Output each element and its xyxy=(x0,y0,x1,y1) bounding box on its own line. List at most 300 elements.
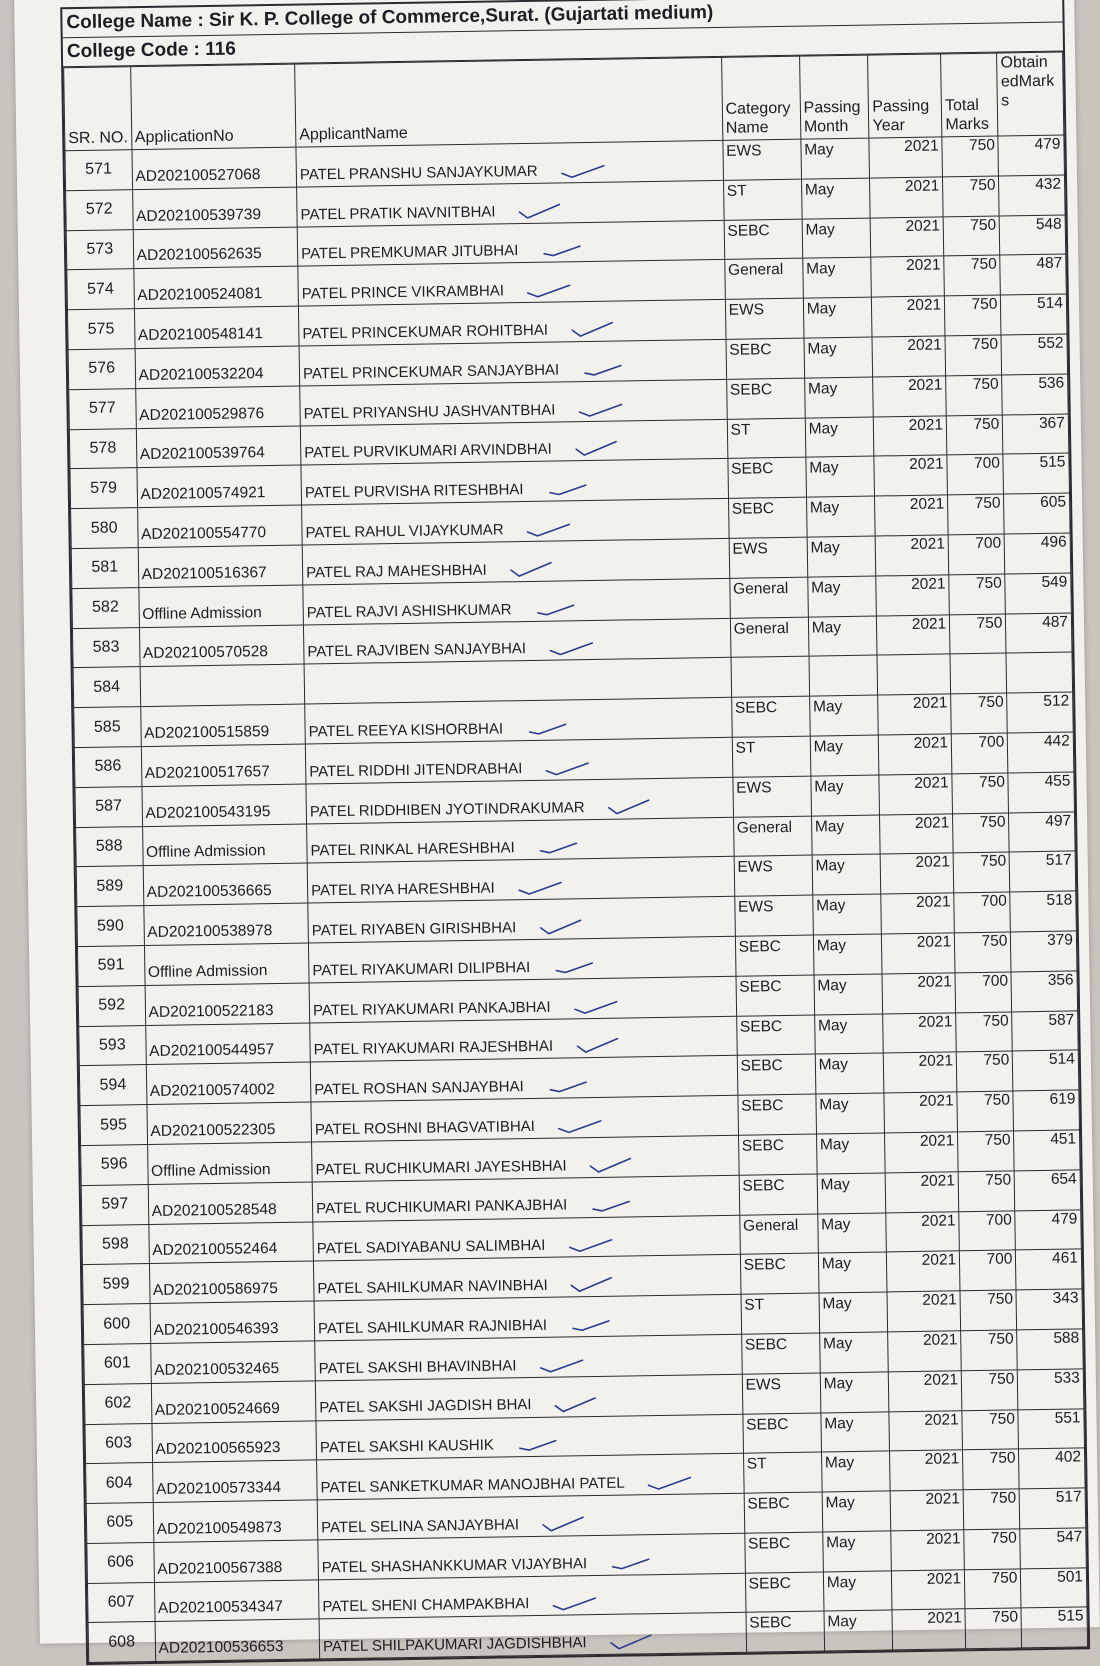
total-marks-cell-text: 700 xyxy=(980,892,1007,911)
passing-month-cell-text: May xyxy=(815,897,846,915)
application-no-cell-text: AD202100586975 xyxy=(152,1280,279,1300)
col-header-passing-year: Passing Year xyxy=(868,54,942,138)
check-mark-icon xyxy=(589,1157,635,1174)
category-cell xyxy=(728,497,807,538)
obtained-marks-cell xyxy=(1009,811,1075,852)
passing-month-cell-text: May xyxy=(817,976,847,995)
total-marks-cell-text: 700 xyxy=(978,733,1005,751)
total-marks-cell xyxy=(945,335,1002,376)
passing-year-cell-text: 2021 xyxy=(925,1490,961,1508)
obtained-marks-cell-text: 432 xyxy=(1035,175,1062,193)
sr-no-cell xyxy=(82,1264,149,1305)
passing-year-cell xyxy=(883,1012,956,1053)
passing-month-cell-text: May xyxy=(819,1135,850,1154)
applicant-name-cell-text: PATEL SAKSHI KAUSHIK xyxy=(319,1436,494,1457)
obtained-marks-cell xyxy=(1008,732,1074,773)
check-mark-icon xyxy=(609,1555,655,1572)
obtained-marks-cell-text: 479 xyxy=(1034,135,1061,153)
col-header-applicant-name: ApplicantName xyxy=(295,57,723,147)
passing-month-cell xyxy=(823,1571,892,1612)
obtained-marks-cell-text: 479 xyxy=(1051,1209,1078,1228)
obtained-marks-cell xyxy=(1015,1209,1081,1250)
obtained-marks-cell-text: 547 xyxy=(1056,1528,1083,1546)
application-no-cell-text: AD202100570528 xyxy=(142,643,269,663)
application-no-cell xyxy=(152,1420,317,1462)
application-no-cell xyxy=(153,1500,318,1542)
passing-year-cell-text: 2021 xyxy=(916,933,952,951)
application-no-cell-text: Offline Admission xyxy=(150,1160,271,1180)
obtained-marks-cell-text: 343 xyxy=(1052,1289,1079,1307)
total-marks-cell-text: 700 xyxy=(973,454,1001,473)
passing-month-cell xyxy=(816,1133,885,1174)
passing-month-cell xyxy=(822,1531,891,1572)
total-marks-cell-text: 750 xyxy=(973,415,1000,433)
passing-month-cell xyxy=(801,138,870,179)
category-cell xyxy=(740,1253,819,1294)
sr-no-cell xyxy=(79,1065,146,1106)
total-marks-cell-text: 750 xyxy=(987,1290,1014,1308)
passing-year-cell-text: 2021 xyxy=(913,734,949,752)
passing-month-cell-text: May xyxy=(819,1096,849,1114)
passing-year-cell-text: 2021 xyxy=(922,1331,958,1349)
obtained-marks-cell-text: 497 xyxy=(1045,812,1072,830)
check-mark-icon xyxy=(526,282,572,299)
application-no-cell-text: AD202100524081 xyxy=(137,285,263,305)
sr-no-cell-text: 593 xyxy=(98,1036,126,1054)
applicant-name-cell xyxy=(305,737,732,783)
passing-year-cell xyxy=(877,654,950,695)
total-marks-cell-text: 750 xyxy=(970,216,997,234)
application-no-cell-text: AD202100532204 xyxy=(138,364,264,384)
applicant-name-cell xyxy=(309,976,736,1022)
passing-year-cell-text: 2021 xyxy=(909,495,945,514)
applicant-name-cell xyxy=(297,180,724,226)
category-cell-text: SEBC xyxy=(729,380,773,399)
total-marks-cell xyxy=(957,1091,1014,1132)
sr-no-cell xyxy=(85,1423,152,1464)
sr-no-cell xyxy=(86,1503,153,1544)
obtained-marks-cell xyxy=(1005,573,1071,614)
sr-no-cell xyxy=(76,826,143,867)
passing-month-cell xyxy=(809,655,878,696)
total-marks-cell-text: 750 xyxy=(990,1529,1017,1547)
application-no-cell-text: AD202100552464 xyxy=(152,1240,278,1260)
passing-year-cell xyxy=(877,614,950,655)
total-marks-cell xyxy=(942,136,999,177)
passing-year-cell xyxy=(876,575,949,616)
passing-year-cell xyxy=(890,1450,963,1491)
applicant-name-cell-text: PATEL RAJVI ASHISHKUMAR xyxy=(306,600,512,622)
total-marks-cell xyxy=(955,932,1012,973)
category-cell-text: EWS xyxy=(737,898,774,916)
obtained-marks-cell xyxy=(1001,334,1067,375)
sr-no-cell-text: 588 xyxy=(95,837,123,855)
check-mark-icon xyxy=(572,998,618,1015)
application-no-cell xyxy=(135,386,300,428)
sr-no-cell xyxy=(88,1622,155,1663)
total-marks-cell-text: 750 xyxy=(972,335,999,353)
applicant-name-cell xyxy=(298,300,725,346)
passing-month-cell xyxy=(803,297,872,338)
total-marks-cell xyxy=(947,454,1004,495)
category-cell-text: EWS xyxy=(745,1375,782,1394)
passing-year-cell xyxy=(880,853,953,894)
application-no-cell xyxy=(138,545,303,587)
obtained-marks-cell-text: 487 xyxy=(1036,254,1063,273)
applicant-name-cell-text: PATEL SAHILKUMAR NAVINBHAI xyxy=(317,1276,548,1298)
sr-no-cell xyxy=(71,548,138,589)
category-cell xyxy=(724,259,803,300)
applicant-name-cell xyxy=(317,1454,744,1500)
sr-no-cell-text: 584 xyxy=(93,678,121,696)
obtained-marks-cell xyxy=(1021,1568,1087,1609)
passing-year-cell-text: 2021 xyxy=(925,1530,961,1548)
application-no-cell-text: AD202100522305 xyxy=(150,1120,276,1140)
applicant-name-cell xyxy=(312,1135,739,1181)
passing-month-cell xyxy=(811,815,880,856)
application-no-cell xyxy=(147,1142,312,1184)
obtained-marks-cell-text: 367 xyxy=(1038,414,1065,432)
category-cell-text: EWS xyxy=(728,301,765,319)
passing-year-cell xyxy=(880,813,953,854)
category-cell xyxy=(727,418,806,459)
total-marks-cell-text: 750 xyxy=(984,1131,1011,1149)
application-no-cell-text: AD202100528548 xyxy=(151,1200,277,1220)
passing-month-cell xyxy=(819,1332,888,1373)
application-no-cell-text: AD202100549873 xyxy=(156,1518,282,1538)
sr-no-cell-text: 589 xyxy=(96,877,124,895)
obtained-marks-cell-text: 605 xyxy=(1040,493,1067,512)
application-no-cell-text: AD202100522183 xyxy=(148,1001,274,1021)
passing-year-cell-text: 2021 xyxy=(924,1450,960,1469)
applicant-name-cell-text: PATEL SADIYABANU SALIMBHAI xyxy=(316,1237,546,1258)
check-mark-icon xyxy=(538,1357,584,1374)
application-no-cell xyxy=(137,505,302,547)
category-cell xyxy=(726,378,805,419)
passing-year-cell xyxy=(884,1092,957,1133)
obtained-marks-cell-text: 587 xyxy=(1048,1011,1075,1029)
total-marks-cell xyxy=(950,653,1007,694)
passing-year-cell xyxy=(870,177,943,218)
passing-year-cell xyxy=(889,1370,962,1411)
category-cell-text: SEBC xyxy=(731,460,774,479)
passing-year-cell xyxy=(891,1530,964,1571)
check-mark-icon xyxy=(560,163,606,180)
passing-year-cell-text: 2021 xyxy=(908,416,944,434)
applicant-name-cell-text: PATEL SANKETKUMAR MANOJBHAI PATEL xyxy=(320,1474,625,1497)
passing-year-cell xyxy=(888,1331,961,1372)
sr-no-cell xyxy=(78,985,145,1026)
check-mark-icon xyxy=(553,1396,599,1413)
category-cell-text: SEBC xyxy=(740,1057,783,1076)
applicant-name-cell xyxy=(314,1294,741,1340)
passing-month-cell xyxy=(807,536,876,577)
check-mark-icon xyxy=(557,1118,603,1135)
obtained-marks-cell xyxy=(1010,851,1076,892)
total-marks-cell xyxy=(946,375,1003,416)
check-mark-icon xyxy=(538,919,584,936)
category-cell xyxy=(733,816,812,857)
sr-no-cell xyxy=(72,627,139,668)
obtained-marks-cell xyxy=(1020,1528,1086,1569)
total-marks-cell xyxy=(954,892,1011,933)
application-no-cell-text: AD202100536665 xyxy=(146,882,272,902)
sr-no-cell xyxy=(68,349,135,390)
total-marks-cell xyxy=(960,1290,1017,1331)
obtained-marks-cell xyxy=(998,135,1064,176)
passing-month-cell xyxy=(811,775,880,816)
applicant-name-cell-text: PATEL RUCHIKUMARI JAYESHBHAI xyxy=(315,1157,567,1179)
obtained-marks-cell-text: 654 xyxy=(1050,1170,1077,1188)
applicant-name-cell xyxy=(315,1334,742,1380)
sr-no-cell-text: 603 xyxy=(105,1434,133,1452)
total-marks-cell-text: 700 xyxy=(975,534,1002,552)
applicant-name-cell xyxy=(312,1175,739,1221)
applicant-name-cell xyxy=(317,1493,744,1539)
applicant-name-cell xyxy=(313,1215,740,1261)
passing-year-cell xyxy=(882,973,955,1014)
sr-no-cell-text: 590 xyxy=(96,916,124,935)
sr-no-cell-text: 577 xyxy=(88,399,116,418)
total-marks-cell-text: 750 xyxy=(981,932,1008,950)
application-no-cell-text: AD202100515859 xyxy=(144,723,270,742)
applicant-name-cell xyxy=(302,499,729,545)
category-cell-text: General xyxy=(732,579,789,598)
total-marks-cell-text: 750 xyxy=(990,1489,1017,1507)
passing-month-cell-text: May xyxy=(808,419,839,438)
check-mark-icon xyxy=(577,401,623,418)
passing-month-cell xyxy=(804,377,873,418)
total-marks-cell xyxy=(962,1409,1019,1450)
total-marks-cell xyxy=(959,1210,1016,1251)
applicant-name-cell xyxy=(308,896,735,942)
obtained-marks-cell xyxy=(1021,1607,1087,1648)
application-no-cell-text: AD202100567388 xyxy=(157,1558,283,1578)
total-marks-cell xyxy=(956,1011,1013,1052)
application-no-cell-text: AD202100562635 xyxy=(136,245,262,265)
applicant-name-cell xyxy=(306,777,733,823)
total-marks-cell xyxy=(944,255,1001,296)
total-marks-cell xyxy=(958,1131,1015,1172)
total-marks-cell-text: 750 xyxy=(982,1012,1009,1030)
total-marks-cell xyxy=(952,773,1009,814)
passing-month-cell-text: May xyxy=(818,1056,849,1074)
applicant-name-cell-text: PATEL RAHUL VIJAYKUMAR xyxy=(305,521,504,542)
category-cell-text: ST xyxy=(730,421,751,439)
obtained-marks-cell xyxy=(1000,254,1066,295)
obtained-marks-cell xyxy=(1011,931,1077,972)
applicant-name-cell xyxy=(297,220,724,266)
admission-list-sheet xyxy=(60,0,1090,1665)
check-mark-icon xyxy=(647,1475,693,1492)
check-mark-icon xyxy=(545,481,591,498)
category-cell xyxy=(741,1293,820,1334)
obtained-marks-cell-text: 533 xyxy=(1053,1369,1080,1387)
passing-month-cell-text: May xyxy=(825,1533,856,1552)
category-cell xyxy=(743,1452,822,1493)
application-no-cell-text: AD202100546393 xyxy=(153,1319,279,1339)
applicant-name-cell xyxy=(319,1613,746,1659)
application-no-cell xyxy=(142,824,307,866)
sr-no-cell-text: 576 xyxy=(88,359,116,378)
application-no-cell-text: AD202100544957 xyxy=(149,1041,275,1061)
passing-year-cell-text: 2021 xyxy=(911,614,947,633)
check-mark-icon xyxy=(569,1317,615,1334)
passing-month-cell-text: May xyxy=(821,1255,852,1273)
category-cell-text: SEBC xyxy=(727,221,770,240)
category-cell xyxy=(731,656,810,697)
passing-month-cell-text: May xyxy=(805,220,835,239)
passing-year-cell xyxy=(872,296,945,337)
passing-year-cell-text: 2021 xyxy=(927,1609,962,1628)
sr-no-cell-text: 600 xyxy=(103,1314,131,1333)
application-no-cell-text: AD202100574002 xyxy=(149,1081,275,1101)
applicant-name-cell-text: PATEL RIYAKUMARI PANKAJBHAI xyxy=(312,998,551,1019)
passing-year-cell-text: 2021 xyxy=(906,296,942,315)
applicant-name-cell-text: PATEL PURVISHA RITESHBHAI xyxy=(304,481,524,502)
passing-month-cell-text: May xyxy=(816,936,847,955)
applicant-name-cell xyxy=(316,1414,743,1460)
admission-table xyxy=(63,52,1088,1664)
application-no-cell xyxy=(138,585,303,627)
total-marks-cell-text: 750 xyxy=(975,574,1002,592)
application-no-cell xyxy=(136,426,301,468)
obtained-marks-cell-text: 518 xyxy=(1046,891,1073,910)
passing-month-cell xyxy=(802,257,871,298)
obtained-marks-cell-text: 515 xyxy=(1039,453,1066,472)
obtained-marks-cell xyxy=(1016,1249,1082,1290)
passing-year-cell-text: 2021 xyxy=(907,376,943,394)
obtained-marks-cell xyxy=(1019,1448,1085,1489)
applicant-name-cell xyxy=(307,817,734,863)
category-cell xyxy=(729,537,808,578)
total-marks-cell xyxy=(958,1171,1015,1212)
col-header-passing-month: Passing Month xyxy=(799,55,869,139)
obtained-marks-cell-text: 549 xyxy=(1041,573,1068,591)
total-marks-cell-text: 750 xyxy=(992,1608,1019,1627)
check-mark-icon xyxy=(533,601,579,618)
passing-year-cell-text: 2021 xyxy=(920,1211,956,1230)
applicant-name-cell-text: PATEL RIDDHIBEN JYOTINDRAKUMAR xyxy=(309,798,585,820)
total-marks-cell-text: 750 xyxy=(978,773,1006,791)
category-cell xyxy=(733,776,812,817)
check-mark-icon xyxy=(509,561,555,578)
category-cell-text: ST xyxy=(735,739,756,757)
passing-month-cell-text: May xyxy=(807,340,837,358)
col-header-sr-no: SR. NO. xyxy=(64,67,132,151)
college-name: College Name : Sir K. P. College of Commerce,Surat. (Gujartati medium) xyxy=(62,0,1062,38)
application-no-cell xyxy=(150,1301,315,1343)
applicant-name-cell-text: PATEL PRIYANSHU JASHVANTBHAI xyxy=(303,401,556,423)
total-marks-cell-text: 750 xyxy=(983,1051,1010,1070)
total-marks-cell xyxy=(946,415,1003,456)
application-no-cell xyxy=(133,227,298,269)
applicant-name-cell xyxy=(304,658,731,704)
total-marks-cell-text: 750 xyxy=(971,295,998,314)
passing-year-cell xyxy=(871,256,944,297)
col-header-category: Category Name xyxy=(721,56,800,140)
passing-year-cell-text: 2021 xyxy=(923,1371,959,1389)
sr-no-cell-text: 608 xyxy=(108,1633,136,1651)
passing-month-cell-text: May xyxy=(814,817,845,836)
passing-year-cell-text: 2021 xyxy=(904,137,939,156)
sr-no-cell-text: 602 xyxy=(104,1394,132,1412)
passing-year-cell-text: 2021 xyxy=(909,455,944,474)
sr-no-cell xyxy=(84,1343,151,1384)
applicant-name-cell-text: PATEL SAKSHI JAGDISH BHAI xyxy=(319,1396,532,1417)
sr-no-cell xyxy=(72,587,139,628)
total-marks-cell-text: 750 xyxy=(988,1409,1016,1428)
total-marks-cell xyxy=(950,614,1007,655)
category-cell-text: SEBC xyxy=(729,341,772,359)
check-mark-icon xyxy=(575,1038,621,1055)
applicant-name-cell xyxy=(311,1095,738,1141)
total-marks-cell xyxy=(945,295,1002,336)
category-cell xyxy=(734,855,813,896)
sr-no-cell-text: 586 xyxy=(94,757,122,776)
passing-month-cell-text: May xyxy=(826,1573,857,1592)
passing-year-cell-text: 2021 xyxy=(912,694,948,713)
application-no-cell-text: AD202100548141 xyxy=(137,325,264,345)
passing-year-cell-text: 2021 xyxy=(904,177,940,195)
passing-year-cell xyxy=(879,734,952,775)
passing-month-cell-text: May xyxy=(822,1334,853,1353)
application-no-cell-text: AD202100532465 xyxy=(154,1359,280,1379)
obtained-marks-cell-text: 551 xyxy=(1054,1408,1081,1427)
passing-month-cell-text: May xyxy=(805,260,836,278)
total-marks-cell-text: 750 xyxy=(969,176,996,194)
sr-no-cell-text: 574 xyxy=(86,280,114,298)
check-mark-icon xyxy=(516,1437,562,1454)
category-cell xyxy=(732,736,811,777)
total-marks-cell-text: 750 xyxy=(968,136,996,155)
sr-no-cell-text: 573 xyxy=(86,240,114,258)
total-marks-cell-text: 750 xyxy=(989,1449,1016,1468)
application-no-cell-text: AD202100524669 xyxy=(154,1399,280,1419)
applicant-name-cell-text: PATEL PRINCEKUMAR ROHITBHAI xyxy=(302,321,549,343)
sr-no-cell xyxy=(67,269,134,310)
passing-year-cell xyxy=(875,495,948,536)
application-no-cell xyxy=(141,744,306,786)
sr-no-cell xyxy=(67,309,134,350)
total-marks-cell-text: 700 xyxy=(986,1250,1013,1269)
sr-no-cell xyxy=(77,906,144,947)
passing-month-cell-text: May xyxy=(823,1374,854,1393)
application-no-cell xyxy=(140,664,305,706)
col-header-total-marks: Total Marks xyxy=(941,53,998,137)
check-mark-icon xyxy=(540,242,586,259)
obtained-marks-cell-text: 461 xyxy=(1051,1249,1079,1268)
sr-no-cell xyxy=(87,1542,154,1583)
obtained-marks-cell-text: 552 xyxy=(1037,334,1064,352)
category-cell-text: SEBC xyxy=(742,1176,785,1195)
passing-month-cell xyxy=(812,894,881,935)
total-marks-cell xyxy=(949,574,1006,615)
obtained-marks-cell xyxy=(1004,493,1070,534)
passing-year-cell-text: 2021 xyxy=(924,1410,959,1429)
total-marks-cell-text: 700 xyxy=(982,972,1009,990)
obtained-marks-cell xyxy=(1018,1369,1084,1410)
passing-year-cell xyxy=(873,376,946,417)
passing-year-cell xyxy=(874,455,947,496)
obtained-marks-cell-text: 517 xyxy=(1045,851,1072,870)
category-cell xyxy=(745,1572,824,1613)
applicant-name-cell xyxy=(300,419,727,465)
obtained-marks-cell-text: 496 xyxy=(1040,533,1067,551)
application-no-cell xyxy=(154,1580,319,1622)
passing-month-cell xyxy=(814,974,883,1015)
check-mark-icon xyxy=(546,1078,592,1095)
